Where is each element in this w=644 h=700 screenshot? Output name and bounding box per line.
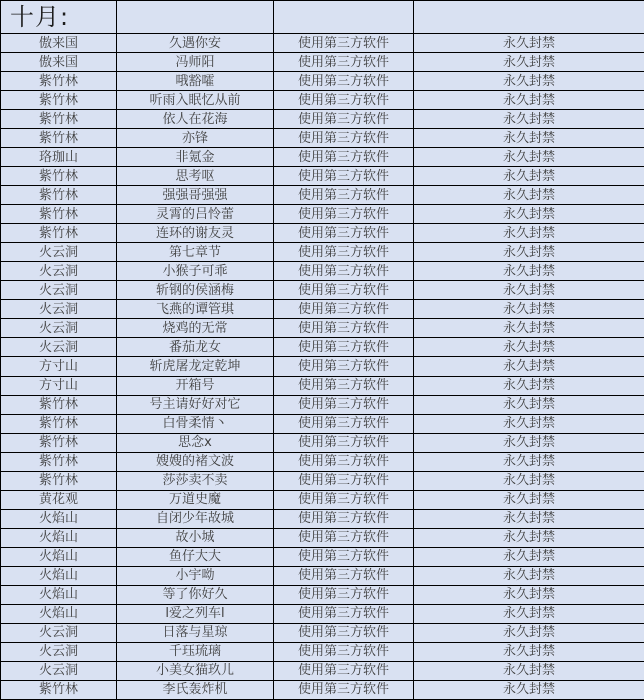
player-cell: 非氪金 — [117, 148, 274, 167]
player-cell: 第七章节 — [117, 243, 274, 262]
action-cell: 永久封禁 — [414, 224, 644, 243]
player-cell: 连环的谢友灵 — [117, 224, 274, 243]
reason-cell: 使用第三方软件 — [274, 110, 414, 129]
server-cell: 紫竹林 — [1, 434, 117, 453]
action-cell: 永久封禁 — [414, 167, 644, 186]
player-cell: 番茄龙女 — [117, 338, 274, 357]
server-cell: 火焰山 — [1, 586, 117, 605]
reason-cell: 使用第三方软件 — [274, 567, 414, 586]
action-cell: 永久封禁 — [414, 300, 644, 319]
player-cell: 亦锋 — [117, 129, 274, 148]
player-cell: 小美女猫玖儿 — [117, 662, 274, 681]
action-cell: 永久封禁 — [414, 510, 644, 529]
player-cell: 哦豁嚯 — [117, 72, 274, 91]
action-cell: 永久封禁 — [414, 586, 644, 605]
player-cell: 听雨入眠忆从前 — [117, 91, 274, 110]
reason-cell: 使用第三方软件 — [274, 415, 414, 434]
server-cell: 火云洞 — [1, 643, 117, 662]
reason-cell: 使用第三方软件 — [274, 205, 414, 224]
reason-cell: 使用第三方软件 — [274, 148, 414, 167]
header-empty-cell — [274, 1, 414, 34]
player-cell: 嫂嫂的褚文波 — [117, 453, 274, 472]
server-cell: 火云洞 — [1, 300, 117, 319]
player-cell: 斩虎屠龙定乾坤 — [117, 357, 274, 376]
reason-cell: 使用第三方软件 — [274, 300, 414, 319]
reason-cell: 使用第三方软件 — [274, 510, 414, 529]
reason-cell: 使用第三方软件 — [274, 53, 414, 72]
action-cell: 永久封禁 — [414, 110, 644, 129]
player-cell: 自闭少年故城 — [117, 510, 274, 529]
player-cell: 思考呕 — [117, 167, 274, 186]
reason-cell: 使用第三方软件 — [274, 72, 414, 91]
header-empty-cell — [414, 1, 644, 34]
action-cell: 永久封禁 — [414, 624, 644, 643]
action-cell: 永久封禁 — [414, 681, 644, 700]
action-cell: 永久封禁 — [414, 281, 644, 300]
reason-cell: 使用第三方软件 — [274, 396, 414, 415]
reason-cell: 使用第三方软件 — [274, 281, 414, 300]
player-cell: 号主请好好对它 — [117, 396, 274, 415]
server-cell: 黄花观 — [1, 491, 117, 510]
player-cell: 斩钢的侯涵梅 — [117, 281, 274, 300]
action-cell: 永久封禁 — [414, 529, 644, 548]
player-cell: 鱼仔大大 — [117, 548, 274, 567]
reason-cell: 使用第三方软件 — [274, 262, 414, 281]
player-cell: 万道史魔 — [117, 491, 274, 510]
reason-cell: 使用第三方软件 — [274, 319, 414, 338]
server-cell: 火云洞 — [1, 338, 117, 357]
player-cell: 强强哥强强 — [117, 186, 274, 205]
action-cell: 永久封禁 — [414, 262, 644, 281]
server-cell: 火焰山 — [1, 529, 117, 548]
action-cell: 永久封禁 — [414, 186, 644, 205]
reason-cell: 使用第三方软件 — [274, 338, 414, 357]
player-cell: 灵霄的吕怜蕾 — [117, 205, 274, 224]
reason-cell: 使用第三方软件 — [274, 662, 414, 681]
server-cell: 火云洞 — [1, 243, 117, 262]
reason-cell: 使用第三方软件 — [274, 453, 414, 472]
reason-cell: 使用第三方软件 — [274, 681, 414, 700]
server-cell: 火焰山 — [1, 567, 117, 586]
action-cell: 永久封禁 — [414, 338, 644, 357]
server-cell: 紫竹林 — [1, 396, 117, 415]
action-cell: 永久封禁 — [414, 243, 644, 262]
server-cell: 紫竹林 — [1, 91, 117, 110]
reason-cell: 使用第三方软件 — [274, 129, 414, 148]
server-cell: 紫竹林 — [1, 205, 117, 224]
server-cell: 紫竹林 — [1, 453, 117, 472]
reason-cell: 使用第三方软件 — [274, 34, 414, 53]
reason-cell: 使用第三方软件 — [274, 186, 414, 205]
server-cell: 紫竹林 — [1, 472, 117, 491]
reason-cell: 使用第三方软件 — [274, 643, 414, 662]
server-cell: 火云洞 — [1, 624, 117, 643]
player-cell: 白骨柔情丶 — [117, 415, 274, 434]
server-cell: 傲来国 — [1, 34, 117, 53]
server-cell: 傲来国 — [1, 53, 117, 72]
reason-cell: 使用第三方软件 — [274, 357, 414, 376]
player-cell: 思念x — [117, 434, 274, 453]
month-title-cell: 十月: — [1, 1, 117, 34]
player-cell: 李氏轰炸机 — [117, 681, 274, 700]
player-cell: 小猴子可乖 — [117, 262, 274, 281]
player-cell: 故小城 — [117, 529, 274, 548]
server-cell: 方寸山 — [1, 357, 117, 376]
reason-cell: 使用第三方软件 — [274, 91, 414, 110]
player-cell: 开箱号 — [117, 377, 274, 396]
server-cell: 方寸山 — [1, 377, 117, 396]
action-cell: 永久封禁 — [414, 377, 644, 396]
reason-cell: 使用第三方软件 — [274, 586, 414, 605]
player-cell: 依人在花海 — [117, 110, 274, 129]
player-cell: l爱之列车l — [117, 605, 274, 624]
reason-cell: 使用第三方软件 — [274, 548, 414, 567]
action-cell: 永久封禁 — [414, 605, 644, 624]
action-cell: 永久封禁 — [414, 472, 644, 491]
server-cell: 火焰山 — [1, 510, 117, 529]
server-cell: 紫竹林 — [1, 129, 117, 148]
player-cell: 千珏琉璃 — [117, 643, 274, 662]
server-cell: 火焰山 — [1, 605, 117, 624]
reason-cell: 使用第三方软件 — [274, 472, 414, 491]
action-cell: 永久封禁 — [414, 319, 644, 338]
action-cell: 永久封禁 — [414, 91, 644, 110]
action-cell: 永久封禁 — [414, 662, 644, 681]
player-cell: 日落与星琼 — [117, 624, 274, 643]
action-cell: 永久封禁 — [414, 415, 644, 434]
server-cell: 紫竹林 — [1, 224, 117, 243]
action-cell: 永久封禁 — [414, 548, 644, 567]
action-cell: 永久封禁 — [414, 396, 644, 415]
reason-cell: 使用第三方软件 — [274, 377, 414, 396]
header-empty-cell — [117, 1, 274, 34]
action-cell: 永久封禁 — [414, 53, 644, 72]
server-cell: 火云洞 — [1, 319, 117, 338]
player-cell: 小宇呦 — [117, 567, 274, 586]
server-cell: 火云洞 — [1, 662, 117, 681]
player-cell: 烧鸡的无常 — [117, 319, 274, 338]
server-cell: 紫竹林 — [1, 681, 117, 700]
server-cell: 火云洞 — [1, 262, 117, 281]
action-cell: 永久封禁 — [414, 205, 644, 224]
reason-cell: 使用第三方软件 — [274, 224, 414, 243]
player-cell: 等了你好久 — [117, 586, 274, 605]
server-cell: 紫竹林 — [1, 186, 117, 205]
player-cell: 久遇你安 — [117, 34, 274, 53]
action-cell: 永久封禁 — [414, 643, 644, 662]
reason-cell: 使用第三方软件 — [274, 167, 414, 186]
action-cell: 永久封禁 — [414, 434, 644, 453]
server-cell: 火云洞 — [1, 281, 117, 300]
server-cell: 紫竹林 — [1, 110, 117, 129]
reason-cell: 使用第三方软件 — [274, 529, 414, 548]
server-cell: 火焰山 — [1, 548, 117, 567]
action-cell: 永久封禁 — [414, 567, 644, 586]
reason-cell: 使用第三方软件 — [274, 243, 414, 262]
server-cell: 紫竹林 — [1, 167, 117, 186]
server-cell: 紫竹林 — [1, 72, 117, 91]
player-cell: 飞燕的谭管琪 — [117, 300, 274, 319]
action-cell: 永久封禁 — [414, 491, 644, 510]
player-cell: 冯师阳 — [117, 53, 274, 72]
server-cell: 珞珈山 — [1, 148, 117, 167]
reason-cell: 使用第三方软件 — [274, 434, 414, 453]
action-cell: 永久封禁 — [414, 72, 644, 91]
reason-cell: 使用第三方软件 — [274, 491, 414, 510]
action-cell: 永久封禁 — [414, 357, 644, 376]
reason-cell: 使用第三方软件 — [274, 605, 414, 624]
action-cell: 永久封禁 — [414, 34, 644, 53]
action-cell: 永久封禁 — [414, 148, 644, 167]
action-cell: 永久封禁 — [414, 453, 644, 472]
action-cell: 永久封禁 — [414, 129, 644, 148]
player-cell: 莎莎卖不卖 — [117, 472, 274, 491]
server-cell: 紫竹林 — [1, 415, 117, 434]
reason-cell: 使用第三方软件 — [274, 624, 414, 643]
